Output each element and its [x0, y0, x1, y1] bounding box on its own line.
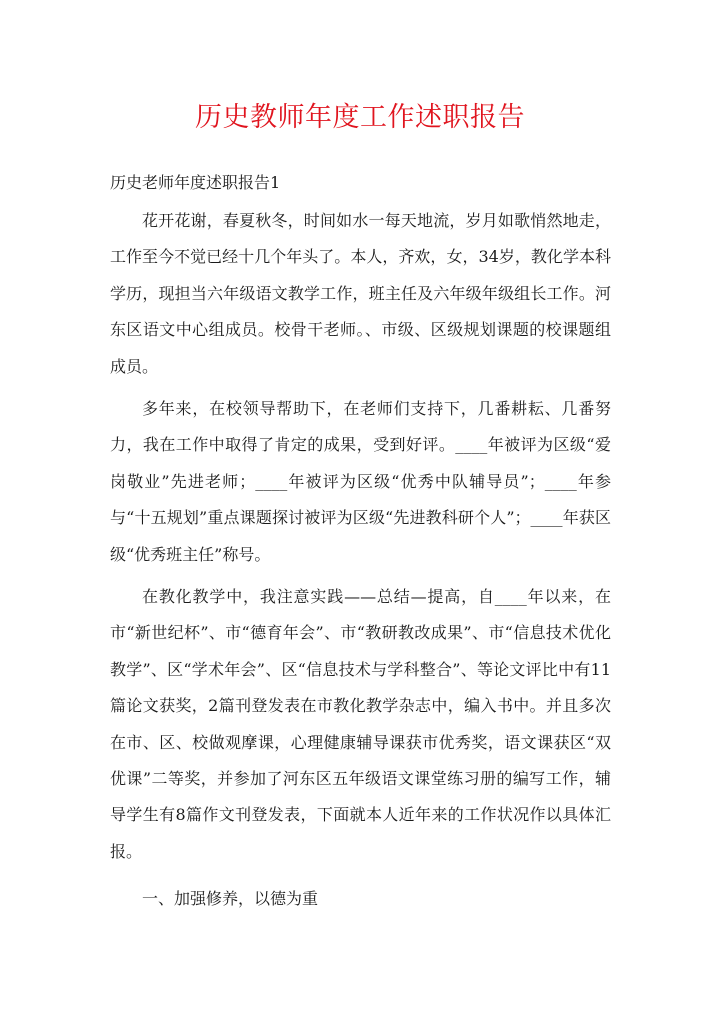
paragraph-teaching: 在教化教学中，我注意实践——总结—提高，自____年以来，在市“新世纪杯”、市“德育年会”、市“教研教改成果”、市“信息技术优化教学”、区“学术年会”、区“信息技术与学科整合”、等论文评比中有11篇论文获奖，2篇刊登发表在市教化教学杂志中，编入书中。并且多次在市、区、校做观摩课，心理健康辅导课获市优秀奖，语文课获区“双优课”二等奖，并参加了河东区五年级语文课堂练习册的编写工作，辅导学生有8篇作文刊登发表，下面就本人近年来的工作状况作以具体汇报。 — [110, 587, 611, 861]
section-heading: 一、加强修养，以德为重 — [142, 889, 319, 908]
report-subheading: 历史老师年度述职报告1 — [110, 173, 281, 192]
document-title: 历史教师年度工作述职报告 — [195, 102, 525, 133]
paragraph-achievements: 多年来，在校领导帮助下，在老师们支持下，几番耕耘、几番努力，我在工作中取得了肯定的成果，受到好评。____年被评为区级“爱岗敬业”先进老师；____年被评为区级“优秀中队辅导员”；____年参与“十五规划”重点课题探讨被评为区级“先进教科研个人”；____年获区级“优秀班主任”称号。 — [110, 399, 611, 564]
paragraph-intro: 花开花谢，春夏秋冬，时间如水一每天地流，岁月如歌悄然地走，工作至今不觉已经十几个年头了。本人，齐欢，女，34岁，教化学本科学历，现担当六年级语文教学工作，班主任及六年级年级组长工作。河东区语文中心组成员。校骨干老师。、市级、区级规划课题的校课题组成员。 — [110, 211, 611, 376]
